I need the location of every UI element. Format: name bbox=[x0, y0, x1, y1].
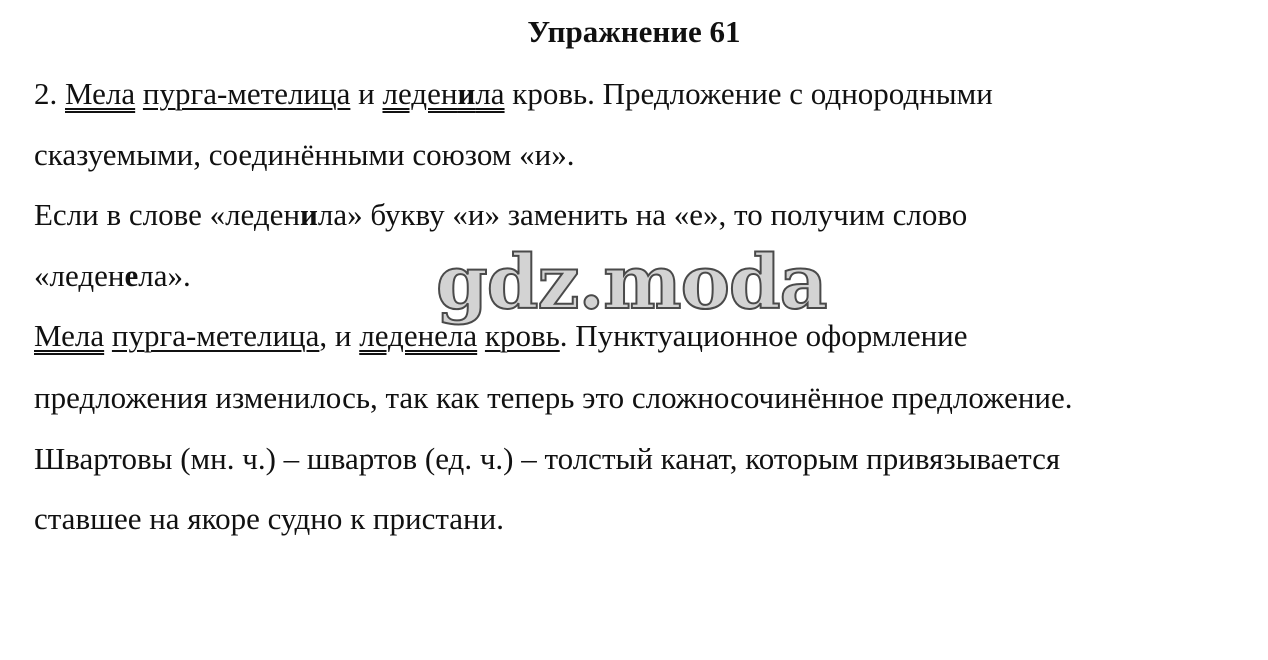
item-number: 2. bbox=[34, 76, 65, 111]
predicate-mela: Мела bbox=[65, 76, 136, 111]
subject-krov: кровь bbox=[484, 318, 560, 353]
text-fragment bbox=[104, 318, 112, 353]
text-line-6: предложения изменилось, так как теперь это сложносочинённое предложение. bbox=[34, 380, 1073, 415]
watermark-logo: gdz.moda bbox=[436, 240, 827, 326]
text-line-1 bbox=[34, 72, 993, 116]
subject-purga-metelitsa: пурга-метелица bbox=[111, 318, 320, 353]
text-fragment: «леден bbox=[34, 258, 125, 293]
text-fragment: и bbox=[350, 76, 383, 111]
text-fragment: , и bbox=[319, 318, 360, 353]
text-fragment: ла» букву «и» заменить на «е», то получим слово bbox=[317, 197, 968, 232]
subject-purga-metelitsa: пурга-метелица bbox=[142, 76, 351, 111]
text-line-4 bbox=[34, 254, 191, 298]
text-fragment: Если в слове «леден bbox=[34, 197, 301, 232]
text-line-8: ставшее на якоре судно к пристани. bbox=[34, 501, 504, 536]
text-fragment bbox=[135, 76, 143, 111]
predicate-ledenela: леденела bbox=[359, 318, 478, 353]
predicate-ledenila bbox=[382, 76, 504, 111]
highlighted-letter: е bbox=[124, 258, 139, 293]
text-line-2: сказуемыми, соединёнными союзом «и». bbox=[34, 137, 575, 172]
text-fragment: . Пунктуационное оформление bbox=[559, 318, 968, 353]
highlighted-letter: и bbox=[300, 197, 318, 232]
text-line-7: Швартовы (мн. ч.) – швартов (ед. ч.) – толстый канат, которым привязывается bbox=[34, 441, 1061, 476]
text-line-3 bbox=[34, 193, 967, 237]
text-fragment: кровь. Предложение с однородными bbox=[504, 76, 993, 111]
predicate-mela: Мела bbox=[34, 318, 105, 353]
word-part: ла bbox=[475, 76, 505, 111]
text-fragment: ла». bbox=[138, 258, 191, 293]
exercise-title: Упражнение 61 bbox=[527, 14, 741, 49]
highlighted-letter: и bbox=[457, 76, 476, 111]
word-part: леден bbox=[382, 76, 458, 111]
